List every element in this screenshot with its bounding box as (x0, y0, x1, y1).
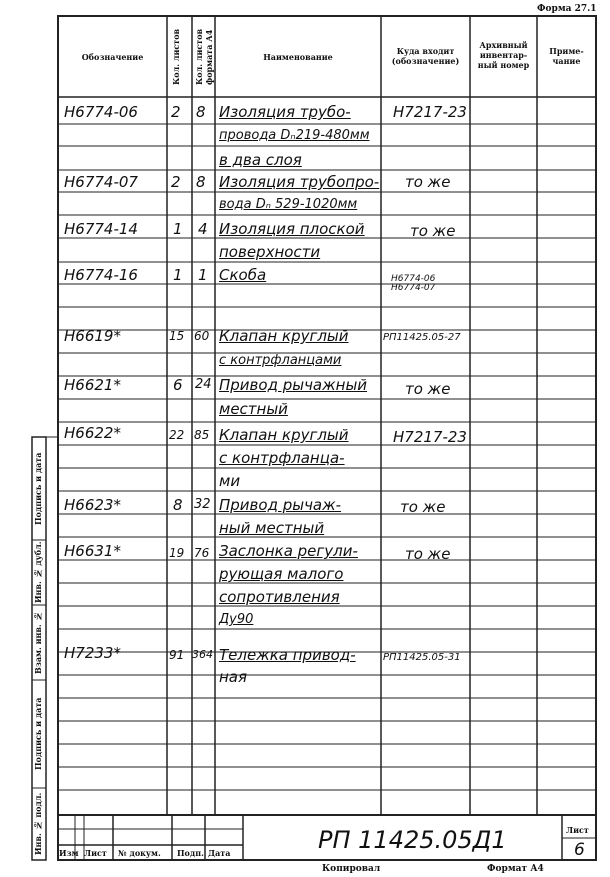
row-sheets: 19 (169, 546, 185, 560)
row-used-in: РП11425.05-27 (383, 332, 461, 343)
row-sheets-a4: 76 (194, 546, 210, 560)
row-name-line: ная (219, 668, 248, 686)
side-stamp-signature-date-2: Подпись и дата (33, 697, 43, 771)
row-name-line: ми (219, 472, 241, 490)
row-sheets-a4: 24 (195, 377, 212, 392)
footer-col-date: Дата (208, 848, 231, 858)
header-archive: Архивный инвентар- ный номер (477, 40, 530, 70)
sheet-number: 6 (574, 840, 585, 860)
row-name-line: Привод рычаж- (219, 496, 342, 514)
row-name-line: рующая малого (219, 565, 344, 583)
row-name-line: Изоляция трубопро- (219, 173, 380, 191)
header-note: Приме- чание (549, 46, 584, 66)
footer-col-doc-number: № докум. (118, 848, 161, 858)
row-used-in: то же (400, 498, 446, 516)
row-designation: Н6622* (64, 424, 121, 442)
header-name: Наименование (263, 52, 333, 62)
row-sheets-a4: 8 (196, 103, 206, 121)
row-used-in: Н7217-23 (393, 428, 467, 446)
row-name-line: поверхности (219, 243, 321, 261)
row-name-line: Скоба (219, 266, 267, 284)
sheet-label: Лист (566, 825, 589, 835)
row-sheets-a4: 60 (194, 329, 210, 343)
row-used-in: Н6774-06 Н6774-07 (391, 274, 436, 293)
row-sheets: 1 (173, 220, 183, 238)
footer-col-sheet: Лист (84, 848, 107, 858)
row-designation: Н6631* (64, 542, 121, 560)
row-sheets-a4: 364 (192, 648, 213, 661)
row-sheets-a4: 1 (198, 266, 208, 284)
row-name-line: Изоляция плоской (219, 220, 365, 238)
row-designation: Н6623* (64, 496, 121, 514)
row-name-line: Заслонка регули- (219, 542, 358, 560)
row-name-line: сопротивления (219, 588, 340, 606)
row-sheets: 22 (169, 428, 185, 442)
row-used-in: то же (405, 545, 451, 563)
row-sheets-a4: 8 (196, 173, 206, 191)
side-stamp-signature-date: Подпись и дата (33, 452, 43, 526)
header-sheets-a4: Кол. листов формата А4 (194, 28, 214, 86)
row-designation: Н6774-07 (64, 173, 138, 191)
row-designation: Н6774-16 (64, 266, 138, 284)
row-sheets: 8 (173, 496, 183, 514)
copied-label: Копировал (322, 864, 381, 874)
header-used-in: Куда входит (обозначение) (391, 46, 460, 66)
row-designation: Н6621* (64, 376, 121, 394)
row-name-line: с контрфланца- (219, 449, 345, 467)
row-sheets-a4: 4 (198, 220, 208, 238)
format-label: Формат А4 (487, 864, 544, 874)
row-name-line: провода Dₙ219-480мм (219, 128, 370, 143)
row-name-line: в два слоя (219, 151, 302, 169)
row-used-in: Н7217-23 (393, 103, 467, 121)
footer-col-change: Изм (59, 848, 79, 858)
row-used-in: то же (405, 380, 451, 398)
row-name-line: с контрфланцами (219, 353, 342, 368)
row-sheets: 2 (171, 103, 181, 121)
row-used-in: то же (405, 173, 451, 191)
row-used-in: то же (410, 222, 456, 240)
row-name-line: Тележка привод- (219, 646, 356, 664)
row-name-line: ный местный (219, 519, 325, 537)
row-sheets: 91 (169, 648, 185, 662)
row-name-line: Привод рычажный (219, 376, 368, 394)
row-designation: Н6774-14 (64, 220, 138, 238)
header-sheets: Кол. листов (171, 28, 181, 86)
form-label: Форма 27.1 (537, 4, 597, 14)
side-stamp-dup-inventory: Инв. № дубл. (33, 541, 43, 603)
row-sheets: 1 (173, 266, 183, 284)
row-name-line: местный (219, 400, 288, 418)
side-stamp-original-inventory: Инв. № подл. (33, 792, 43, 856)
row-sheets-a4: 32 (194, 497, 211, 512)
footer-col-signature: Подп. (177, 848, 204, 858)
row-name-line: Изоляция трубо- (219, 103, 351, 121)
row-sheets-a4: 85 (194, 428, 210, 442)
row-sheets: 2 (171, 173, 181, 191)
row-used-in: РП11425.05-31 (383, 652, 461, 663)
row-designation: Н6619* (64, 327, 121, 345)
row-name-line: Ду90 (219, 612, 254, 627)
row-name-line: Клапан круглый (219, 327, 349, 345)
row-designation: Н7233* (64, 644, 121, 662)
row-name-line: вода Dₙ 529-1020мм (219, 197, 358, 212)
row-sheets: 6 (173, 376, 183, 394)
row-name-line: Клапан круглый (219, 426, 349, 444)
row-designation: Н6774-06 (64, 103, 138, 121)
header-designation: Обозначение (81, 52, 144, 62)
document-number: РП 11425.05Д1 (318, 826, 507, 854)
side-stamp-replacement: Взам. инв. № (33, 611, 43, 674)
row-sheets: 15 (169, 329, 185, 343)
